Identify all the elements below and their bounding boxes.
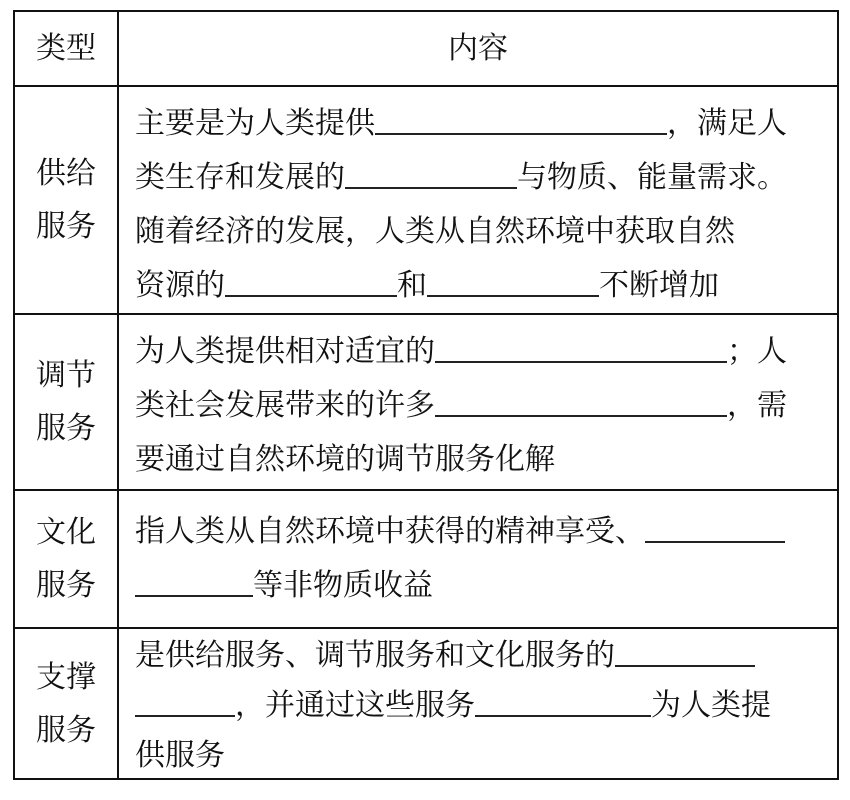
content-cell-supply <box>119 87 837 313</box>
type-label-line: 文化 <box>36 515 96 550</box>
content-line <box>135 151 829 205</box>
content-line <box>135 259 829 313</box>
fill-blank[interactable] <box>225 263 397 297</box>
content-cell-support <box>119 629 837 778</box>
content-line <box>135 205 829 259</box>
fill-blank[interactable] <box>615 633 755 667</box>
type-cell-culture <box>15 491 119 627</box>
content-text: 与物质、能量需求。 <box>517 160 787 195</box>
type-label-line: 供给 <box>36 156 96 191</box>
table-row-culture <box>15 489 837 627</box>
content-line <box>135 379 829 433</box>
fill-blank[interactable] <box>435 329 727 363</box>
content-text: 主要是为人类提供 <box>135 106 375 141</box>
fill-blank[interactable] <box>135 563 253 597</box>
content-text: 类生存和发展的 <box>135 160 345 195</box>
content-line <box>135 325 829 379</box>
content-line <box>135 631 829 681</box>
content-line <box>135 559 829 613</box>
fill-blank[interactable] <box>475 683 651 717</box>
content-cell-culture <box>119 491 837 627</box>
header-content-label: 内容 <box>448 30 508 66</box>
fill-blank[interactable] <box>427 263 599 297</box>
content-text: ，并通过这些服务 <box>235 688 475 723</box>
content-text: 类社会发展带来的许多 <box>135 388 435 423</box>
content-text: 要通过自然环境的调节服务化解 <box>135 442 555 477</box>
fill-blank[interactable] <box>135 683 235 717</box>
type-cell-regulation <box>15 315 119 489</box>
content-text: 和 <box>397 268 427 303</box>
content-cell-regulation <box>119 315 837 489</box>
content-text: 供服务 <box>135 738 225 773</box>
ecosystem-services-table <box>13 10 839 780</box>
header-type-label: 类型 <box>36 31 96 66</box>
content-text: ，需 <box>727 388 787 423</box>
type-cell-support <box>15 629 119 778</box>
fill-blank[interactable] <box>435 383 727 417</box>
content-text: 指人类从自然环境中获得的精神享受、 <box>135 514 645 549</box>
type-label-line: 服务 <box>36 209 96 244</box>
content-text: ，满足人 <box>667 106 787 141</box>
table-row-supply <box>15 85 837 313</box>
content-text: 为人类提供相对适宜的 <box>135 334 435 369</box>
content-line <box>135 505 829 559</box>
type-label-line: 服务 <box>36 411 96 446</box>
content-line <box>135 681 829 731</box>
content-line <box>135 731 829 781</box>
fill-blank[interactable] <box>345 155 517 189</box>
table-row-regulation <box>15 313 837 489</box>
content-text: 等非物质收益 <box>253 568 433 603</box>
content-line <box>135 97 829 151</box>
header-content-cell <box>119 12 837 85</box>
content-text: 资源的 <box>135 268 225 303</box>
type-label-line: 服务 <box>36 712 96 748</box>
content-text: 是供给服务、调节服务和文化服务的 <box>135 638 615 673</box>
table-header-row <box>15 12 837 85</box>
fill-blank[interactable] <box>645 509 785 543</box>
content-line <box>135 433 829 487</box>
fill-blank[interactable] <box>375 101 667 135</box>
content-text: 随着经济的发展，人类从自然环境中获取自然 <box>135 214 735 249</box>
content-text: 为人类提 <box>651 688 771 723</box>
type-cell-supply <box>15 87 119 313</box>
content-text: ；人 <box>727 334 787 369</box>
table-row-support <box>15 627 837 778</box>
type-label-line: 支撑 <box>36 659 96 695</box>
header-type-cell <box>15 12 119 85</box>
content-text: 不断增加 <box>599 268 719 303</box>
type-label-line: 调节 <box>36 358 96 393</box>
type-label-line: 服务 <box>36 568 96 603</box>
